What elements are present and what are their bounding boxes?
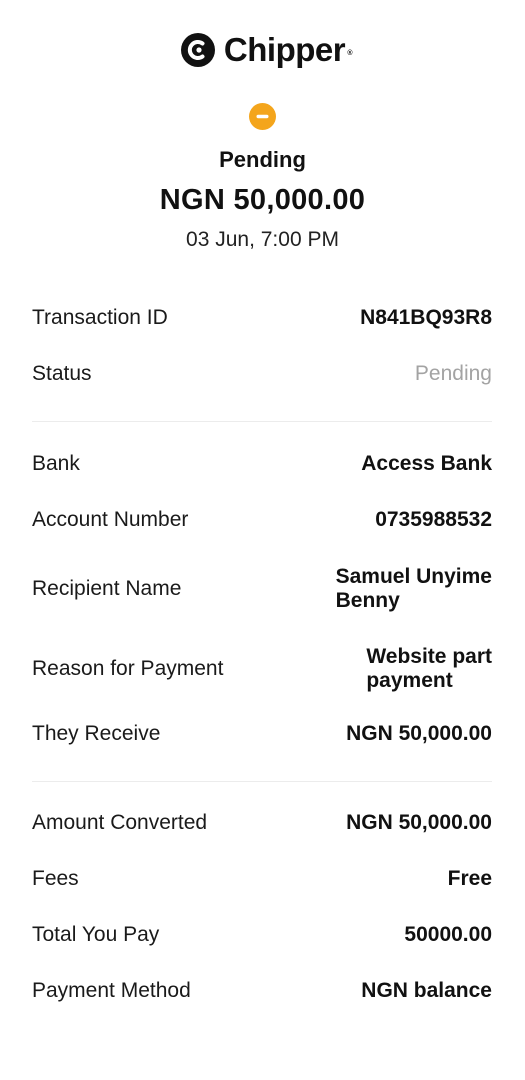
chipper-logo-icon [180,32,216,68]
fees-label: Fees [32,867,79,890]
brand-logo [0,28,525,72]
account-number-label: Account Number [32,508,189,531]
status-title: Pending [219,147,306,172]
fees-row [32,867,492,891]
registered-mark: ® [347,50,353,57]
recipient-name-line2: Benny [335,589,400,612]
divider [32,781,492,782]
account-number-value: 0735988532 [375,508,492,531]
recipient-name-line1: Samuel Unyime [335,565,492,588]
reason-label: Reason for Payment [32,657,224,680]
amount-converted-label: Amount Converted [32,811,208,834]
payment-method-label: Payment Method [32,979,191,1002]
status-row [32,362,492,386]
pending-minus-icon [249,103,276,130]
status-value: Pending [414,362,492,385]
amount-converted-row [32,811,492,835]
divider [32,421,492,422]
status-label: Status [32,362,92,385]
account-number-row [32,508,492,532]
total-you-pay-label: Total You Pay [32,923,160,946]
they-receive-value: NGN 50,000.00 [346,722,492,745]
payment-method-value: NGN balance [361,979,492,1002]
brand-name: Chipper ® [224,28,345,72]
reason-line2: payment [366,669,453,692]
bank-label: Bank [32,452,80,475]
payment-method-row [32,979,492,1003]
they-receive-label: They Receive [32,722,161,745]
reason-row [32,645,492,693]
transaction-datetime: 03 Jun, 7:00 PM [186,228,339,251]
reason-line1: Website part [366,645,492,668]
bank-row [32,452,492,476]
amount-converted-value: NGN 50,000.00 [346,811,492,834]
recipient-name-row [32,565,492,613]
amount-total: NGN 50,000.00 [159,184,366,216]
they-receive-row [32,722,492,746]
reason-value [366,645,492,693]
fees-value: Free [447,867,492,890]
recipient-name-value [336,565,492,613]
transaction-id-row [32,306,492,330]
bank-value: Access Bank [361,452,492,475]
total-you-pay-value: 50000.00 [404,923,492,946]
transaction-id-value: N841BQ93R8 [360,306,492,329]
total-you-pay-row [32,923,492,947]
recipient-name-label: Recipient Name [32,577,182,600]
transaction-id-label: Transaction ID [32,306,168,329]
